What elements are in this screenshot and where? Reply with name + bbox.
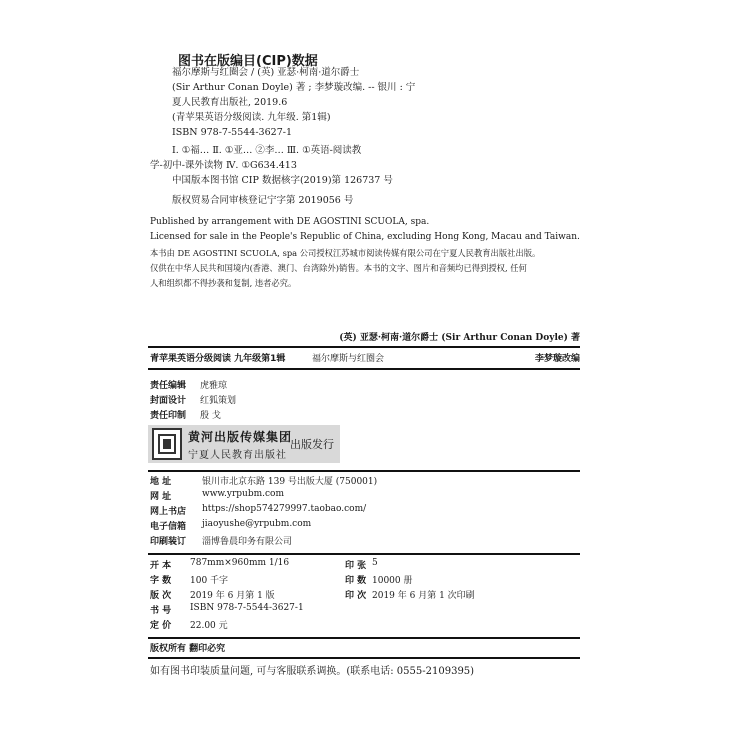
cip-classification-1: Ⅰ. ①福… Ⅱ. ①亚… ②李… Ⅲ. ①英语-阅读教 xyxy=(172,145,362,156)
staff-label: 责任印制 xyxy=(150,411,187,421)
divider xyxy=(148,637,580,639)
contact-label: 地 址 xyxy=(150,477,172,487)
publisher-emblem-icon xyxy=(152,428,182,460)
spec-label: 字 数 xyxy=(150,576,172,586)
publisher-logo xyxy=(148,425,340,463)
spec-label: 开 本 xyxy=(150,561,172,571)
email-value: jiaoyushe@yrpubm.com xyxy=(202,519,312,529)
staff-label: 封面设计 xyxy=(150,396,187,406)
divider xyxy=(148,368,580,370)
contact-label: 网上书店 xyxy=(150,507,187,517)
cip-isbn: ISBN 978-7-5544-3627-1 xyxy=(172,127,292,138)
online-store-value: https://shop574279997.taobao.com/ xyxy=(202,504,367,514)
spec-value: 22.00 元 xyxy=(190,621,228,631)
spec-value: 2019 年 6 月第 1 版 xyxy=(190,591,275,601)
license-zh-2: 仅供在中华人民共和国境内(香港、澳门、台湾除外)销售。本书的文字、图片和音频均已得到授权, 任何 xyxy=(150,263,527,273)
license-en-1: Published by arrangement with DE AGOSTINI SCUOLA, spa. xyxy=(150,217,430,227)
license-en-2: Licensed for sale in the People's Republic of China, excluding Hong Kong, Macau and Taiwan. xyxy=(150,232,580,242)
divider xyxy=(148,553,580,555)
spec-value: 787mm×960mm 1/16 xyxy=(190,558,290,568)
cip-line-3: 夏人民教育出版社, 2019.6 xyxy=(172,97,288,108)
spec-value: 100 千字 xyxy=(190,576,229,586)
contact-label: 印刷装订 xyxy=(150,537,187,547)
divider xyxy=(148,470,580,472)
printer-value: 淄博鲁晨印务有限公司 xyxy=(202,537,293,547)
license-zh-3: 人和组织都不得抄袭和复制, 违者必究。 xyxy=(150,278,297,288)
publish-issue-label: 出版发行 xyxy=(290,438,334,451)
copyright-registration: 版权贸易合同审核登记宁字第 2019056 号 xyxy=(172,195,354,206)
staff-value: 红狐策划 xyxy=(200,396,237,406)
spec-label: 版 次 xyxy=(150,591,172,601)
rights-reserved: 版权所有 翻印必究 xyxy=(150,644,226,654)
spec-label: 印 次 xyxy=(345,591,367,601)
spec-label: 印 张 xyxy=(345,561,367,571)
contact-label: 网 址 xyxy=(150,492,172,502)
website-value: www.yrpubm.com xyxy=(202,489,284,499)
address-value: 银川市北京东路 139 号出版大厦 (750001) xyxy=(202,477,378,487)
book-title: 福尔摩斯与红圈会 xyxy=(312,354,385,364)
spec-value: ISBN 978-7-5544-3627-1 xyxy=(190,603,304,613)
divider xyxy=(148,346,580,348)
staff-value: 殷 戈 xyxy=(200,411,221,421)
divider xyxy=(148,657,580,659)
cip-classification-2: 学-初中-课外读物 Ⅳ. ①G634.413 xyxy=(150,160,297,171)
series-title: 青苹果英语分级阅读 九年级第1辑 xyxy=(150,354,286,364)
cip-line-1: 福尔摩斯与红圈会 / (英) 亚瑟·柯南·道尔爵士 xyxy=(172,67,360,78)
spec-value: 5 xyxy=(372,558,378,568)
spec-value: 2019 年 6 月第 1 次印刷 xyxy=(372,591,475,601)
cip-line-4: (青苹果英语分级阅读. 九年级. 第1辑) xyxy=(172,112,331,123)
cip-line-2: (Sir Arthur Conan Doyle) 著 ; 李梦璇改编. -- 银川 : 宁 xyxy=(172,82,416,93)
spec-label: 定 价 xyxy=(150,621,172,631)
publisher-name: 宁夏人民教育出版社 xyxy=(188,450,287,461)
spec-value: 10000 册 xyxy=(372,576,413,586)
spec-label: 印 数 xyxy=(345,576,367,586)
license-zh-1: 本书由 DE AGOSTINI SCUOLA, spa 公司授权江苏城市阅读传媒有限公司在宁夏人民教育出版社出版。 xyxy=(150,248,541,258)
adapter: 李梦璇改编 xyxy=(534,354,580,364)
contact-label: 电子信箱 xyxy=(150,522,187,532)
author-line: (英) 亚瑟·柯南·道尔爵士 (Sir Arthur Conan Doyle) 著 xyxy=(339,333,580,343)
cip-title: 图书在版编目(CIP)数据 xyxy=(178,54,318,69)
publisher-group-name: 黄河出版传媒集团 xyxy=(188,430,293,444)
staff-value: 虎雅琼 xyxy=(200,381,228,391)
quality-note: 如有图书印装质量问题, 可与客服联系调换。(联系电话: 0555-2109395) xyxy=(150,666,475,677)
cip-core-number: 中国版本图书馆 CIP 数据核字(2019)第 126737 号 xyxy=(172,175,393,186)
spec-label: 书 号 xyxy=(150,606,172,616)
staff-label: 责任编辑 xyxy=(150,381,187,391)
